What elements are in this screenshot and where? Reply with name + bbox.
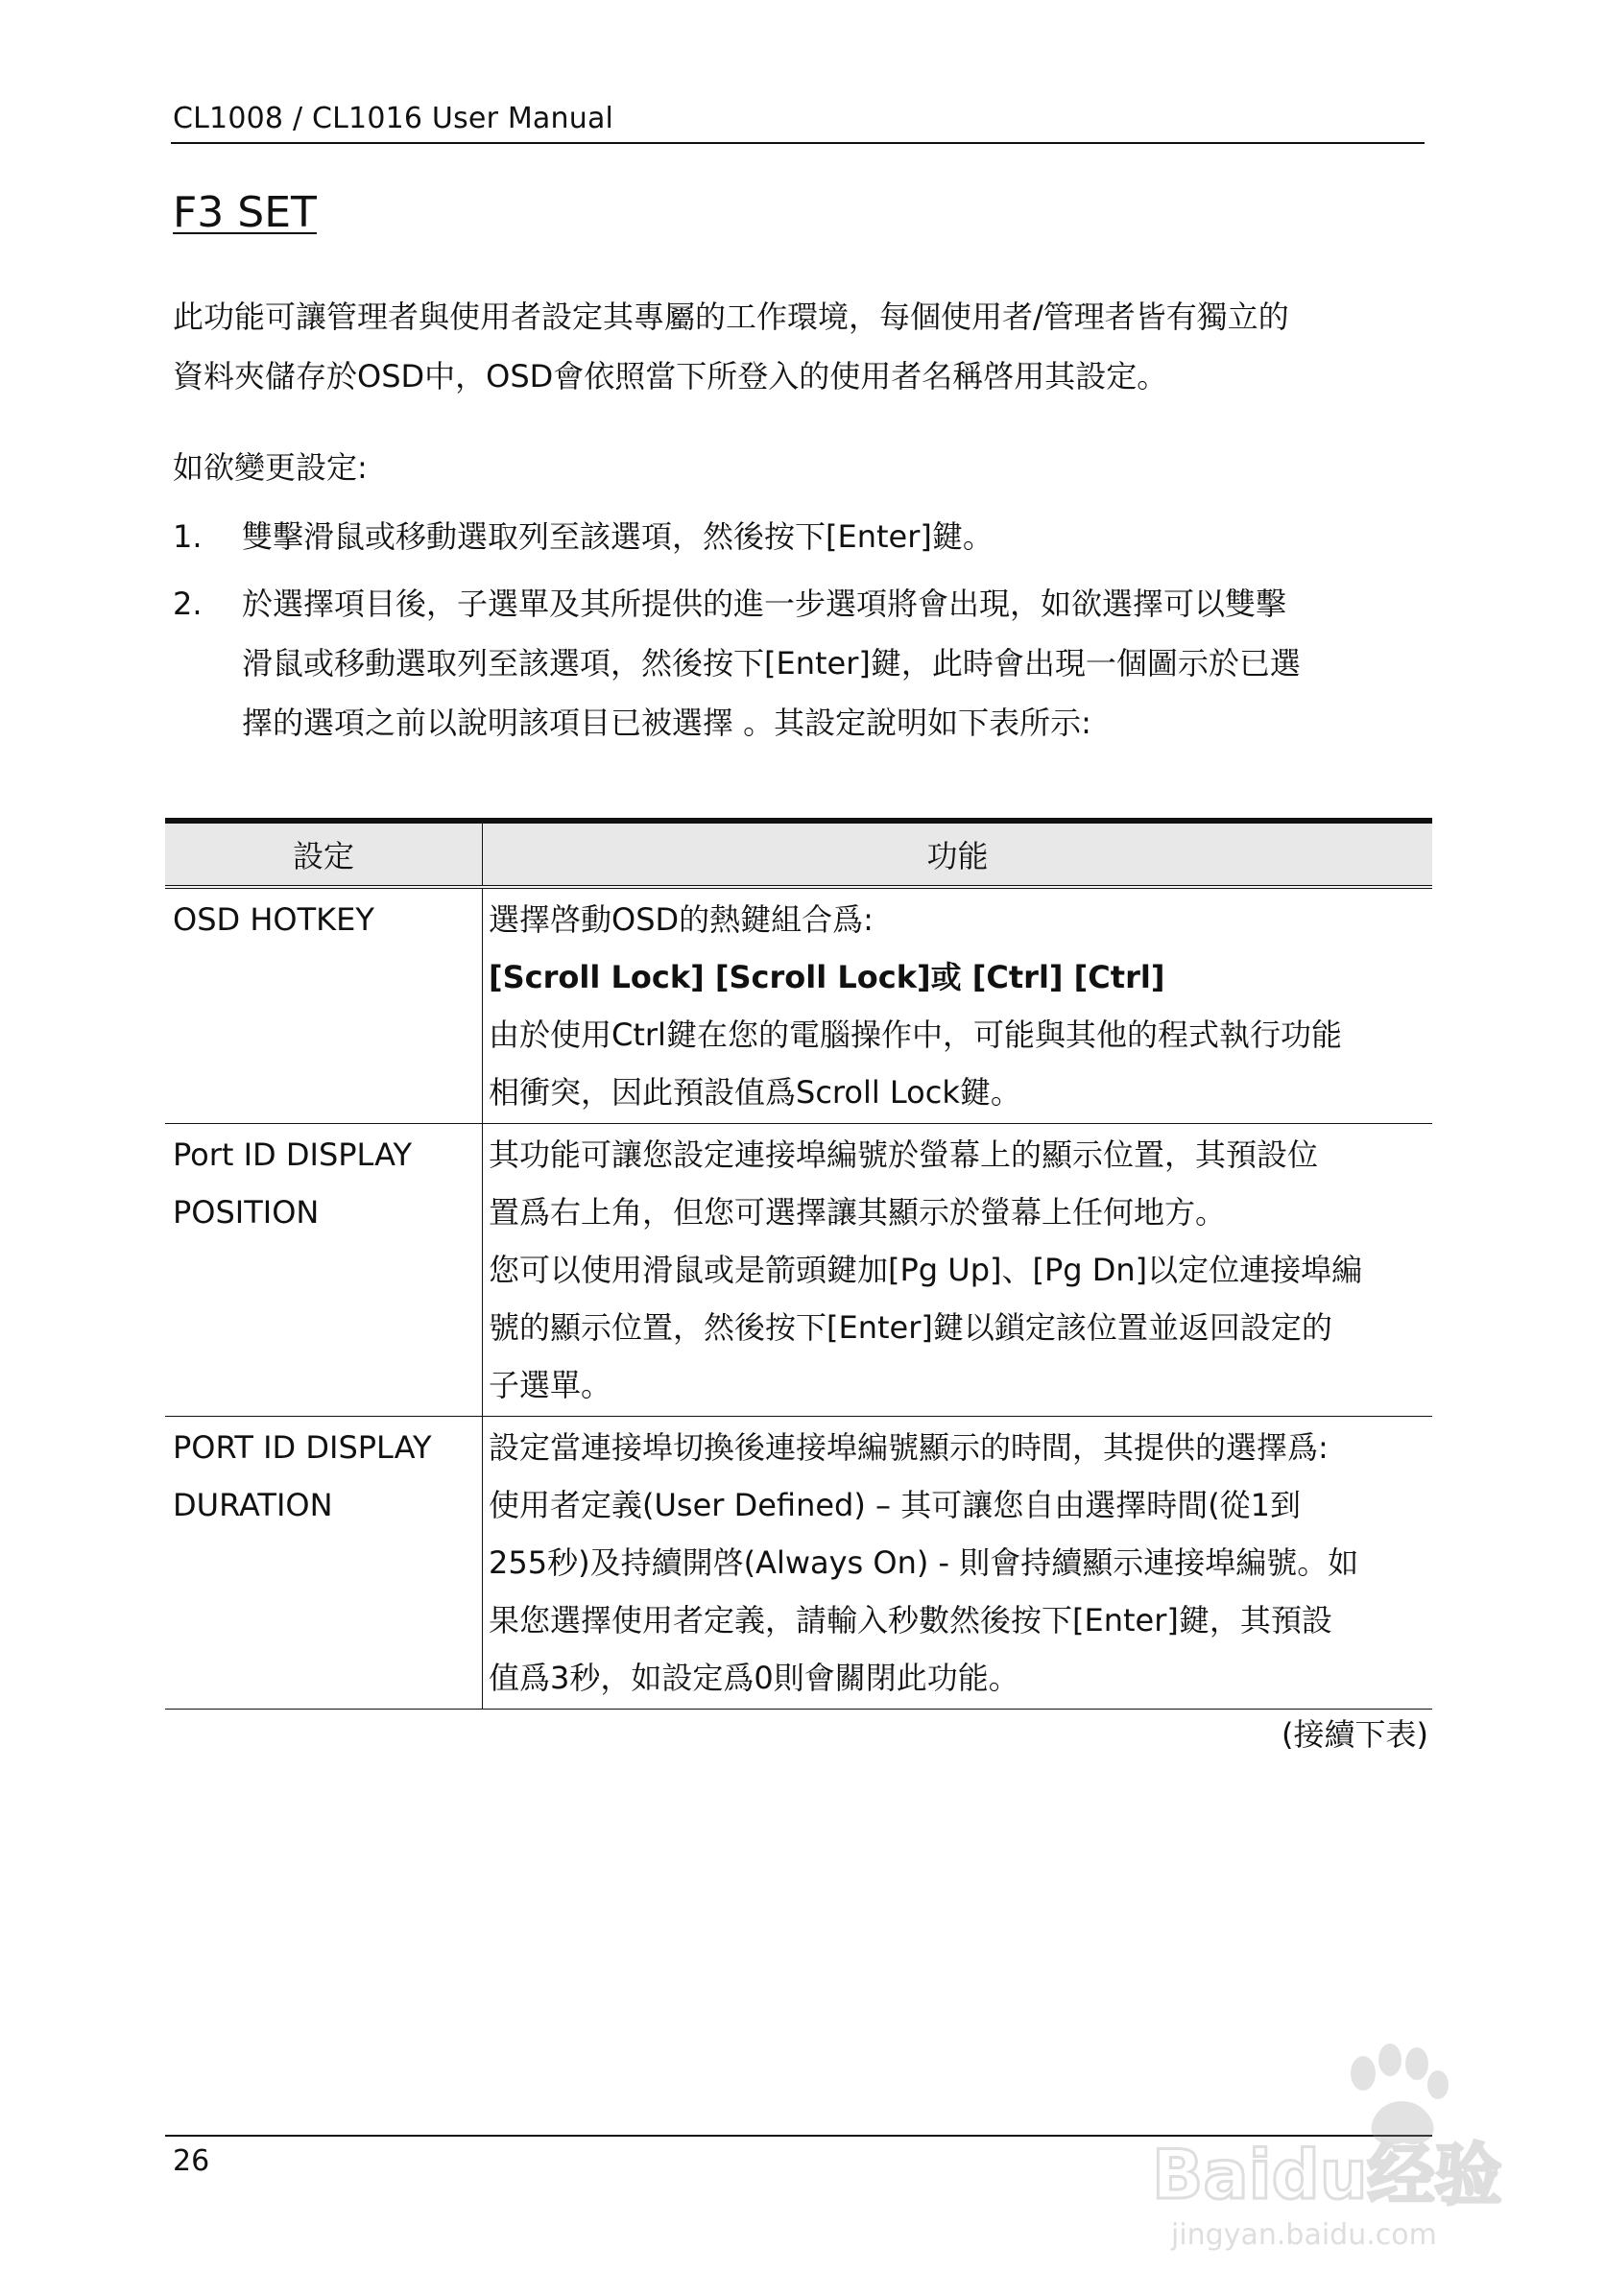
table-row	[165, 887, 1432, 1124]
step-number: 2.	[173, 586, 203, 622]
function-line: 果您選擇使用者定義，請輸入秒數然後按下[Enter]鍵，其預設	[489, 1602, 1332, 1638]
header-rule	[171, 142, 1425, 144]
svg-text:Baidu经验: Baidu经验	[1152, 2136, 1502, 2214]
function-line: 其功能可讓您設定連接埠編號於螢幕上的顯示位置，其預設位	[489, 1136, 1319, 1173]
svg-text:jingyan.baidu.com: jingyan.baidu.com	[1171, 2218, 1437, 2252]
function-line: 使用者定義(User Defined) – 其可讓您自由選擇時間(從1到	[489, 1487, 1302, 1523]
function-line: 值爲3秒，如設定爲0則會關閉此功能。	[489, 1660, 1019, 1696]
step-line: 雙擊滑鼠或移動選取列至該選項，然後按下[Enter]鍵。	[242, 518, 994, 555]
setting-name-line: OSD HOTKEY	[173, 901, 374, 938]
step-line: 擇的選項之前以說明該項目已被選擇 。其設定說明如下表所示:	[242, 705, 1091, 741]
page-number: 26	[173, 2144, 210, 2178]
function-line: 號的顯示位置，然後按下[Enter]鍵以鎖定該位置並返回設定的	[489, 1309, 1332, 1346]
function-line: 相衝突，因此預設值爲Scroll Lock鍵。	[489, 1074, 1021, 1111]
section-title: F3 SET	[173, 188, 317, 237]
table-row	[165, 1124, 1432, 1417]
function-line: [Scroll Lock] [Scroll Lock]或 [Ctrl] [Ctrl]	[489, 959, 1165, 995]
intro-line: 資料夾儲存於OSD中，OSD會依照當下所登入的使用者名稱啓用其設定。	[173, 358, 1168, 395]
function-line: 置爲右上角，但您可選擇讓其顯示於螢幕上任何地方。	[489, 1194, 1227, 1231]
running-header-title: CL1008 / CL1016 User Manual	[173, 102, 614, 135]
setting-name-line: PORT ID DISPLAY	[173, 1429, 432, 1466]
function-line: 設定當連接埠切換後連接埠編號顯示的時間，其提供的選擇爲:	[489, 1429, 1329, 1466]
column-header-function: 功能	[483, 821, 1433, 887]
setting-name-line: POSITION	[173, 1194, 320, 1231]
function-line: 由於使用Ctrl鍵在您的電腦操作中，可能與其他的程式執行功能	[489, 1016, 1342, 1053]
step-text	[242, 507, 1430, 566]
table-row	[165, 1417, 1432, 1710]
settings-table	[165, 818, 1432, 1710]
setting-cell	[165, 887, 483, 1124]
step-text	[242, 574, 1430, 753]
table-header-row	[165, 821, 1432, 887]
function-line: 選擇啓動OSD的熱鍵組合爲:	[489, 901, 874, 938]
function-cell	[483, 887, 1433, 1124]
setting-name-line: Port ID DISPLAY	[173, 1136, 413, 1173]
setting-name-line: DURATION	[173, 1487, 333, 1523]
function-line: 255秒)及持續開啓(Always On) - 則會持續顯示連接埠編號。如	[489, 1544, 1359, 1581]
column-header-setting: 設定	[165, 821, 483, 887]
continued-note: (接續下表)	[1282, 1716, 1428, 1753]
function-line: 您可以使用滑鼠或是箭頭鍵加[Pg Up]、[Pg Dn]以定位連接埠編	[489, 1252, 1363, 1288]
step-line: 滑鼠或移動選取列至該選項，然後按下[Enter]鍵，此時會出現一個圖示於已選	[242, 645, 1301, 682]
table-body	[165, 887, 1432, 1710]
step-number: 1.	[173, 518, 203, 555]
function-cell	[483, 1417, 1433, 1710]
setting-cell	[165, 1124, 483, 1417]
intro-paragraph	[173, 287, 1430, 406]
lead-text: 如欲變更設定:	[173, 449, 368, 486]
step-line: 於選擇項目後，子選單及其所提供的進一步選項將會出現，如欲選擇可以雙擊	[242, 586, 1287, 622]
function-line: 子選單。	[489, 1367, 612, 1403]
function-cell	[483, 1124, 1433, 1417]
setting-cell	[165, 1417, 483, 1710]
intro-line: 此功能可讓管理者與使用者設定其專屬的工作環境，每個使用者/管理者皆有獨立的	[173, 299, 1289, 335]
baidu-watermark-logo	[1133, 2035, 1517, 2256]
